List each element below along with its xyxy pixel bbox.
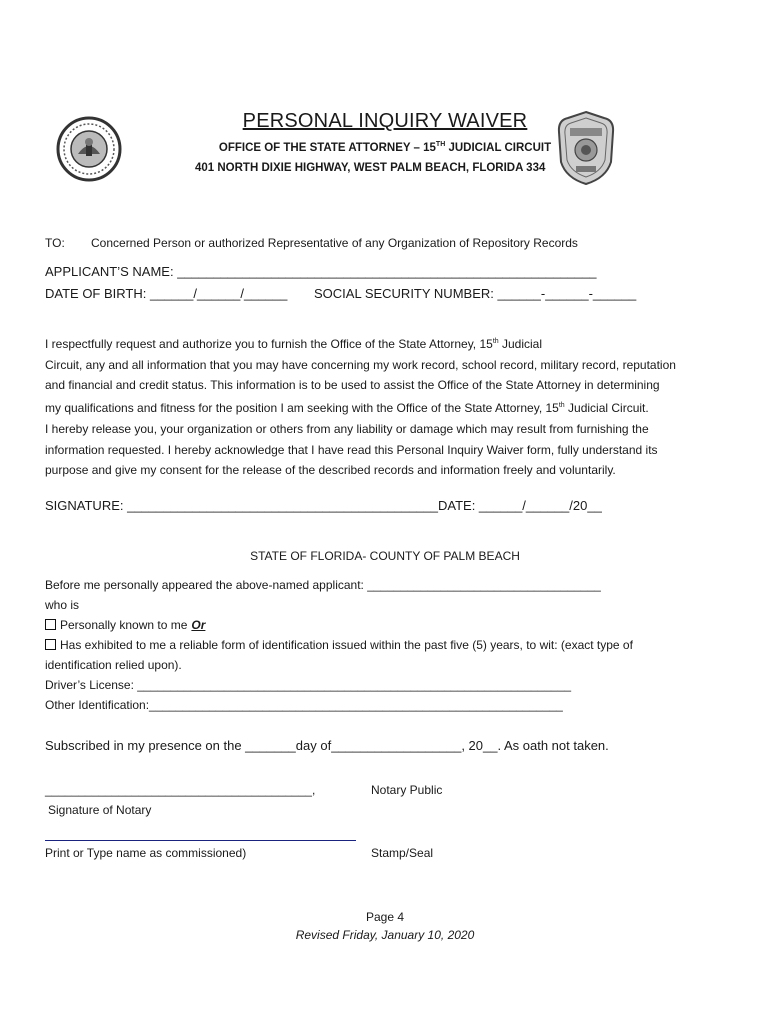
appeared-field[interactable]: Before me personally appeared the above-named applicant: ___________________________________ [45,578,601,592]
authorization-line-2: Circuit, any and all information that you may have concerning my work record, school record, military record, reputation [45,357,676,372]
exhibited-id-option[interactable]: Has exhibited to me a reliable form of identification issued within the past five (5) years, to wit: (exact type of [45,638,633,652]
applicant-name-field[interactable]: APPLICANT’S NAME: __________________________________________________________ [45,264,597,279]
date-of-birth-field[interactable]: DATE OF BIRTH: ______/______/______ [45,286,288,301]
notary-signature-line[interactable]: ________________________________________, [45,783,316,797]
state-county-heading: STATE OF FLORIDA- COUNTY OF PALM BEACH [250,549,520,563]
authorization-line-1: I respectfully request and authorize you to furnish the Office of the State Attorney, 15th Judicial [45,337,543,351]
page-number: Page 4 [365,910,405,924]
authorization-paragraph [45,332,725,418]
drivers-license-field[interactable]: Driver’s License: _________________________________________________________________ [45,678,572,692]
personally-known-checkbox[interactable] [45,619,56,630]
personally-known-option[interactable]: Personally known to me Or [45,618,205,632]
notary-public-label: Notary Public [371,783,443,797]
revised-date: Revised Friday, January 10, 2020 [295,928,475,942]
release-line-3: purpose and give my consent for the release of the described records and information freely and voluntarily. [45,463,616,477]
other-identification-field[interactable]: Other Identification:______________________________________________________________ [45,698,563,712]
subscribed-statement[interactable]: Subscribed in my presence on the _______day of__________________, 20__. As oath not taken. [45,738,609,753]
or-label: Or [191,618,206,632]
form-title: PERSONAL INQUIRY WAIVER [242,110,528,132]
stamp-seal-label: Stamp/Seal [371,846,434,860]
who-is-label: who is [45,598,80,612]
release-line-2: information requested. I hereby acknowledge that I have read this Personal Inquiry Waiver form, fully understand its [45,442,658,457]
authorization-line-3: and financial and credit status. This information is to be used to assist the Office of the State Attorney in determining [45,378,660,392]
authorization-line-4: my qualifications and fitness for the position I am seeking with the Office of the State Attorney, 15th Judicial Circuit. [45,400,649,415]
exhibited-id-checkbox[interactable] [45,639,56,650]
print-name-line[interactable] [45,840,356,841]
office-address: 401 NORTH DIXIE HIGHWAY, WEST PALM BEACH, FLORIDA 334 [195,162,546,174]
print-name-label: Print or Type name as commissioned) [45,846,247,860]
to-label: TO: [45,236,65,250]
to-recipient: Concerned Person or authorized Representative of any Organization of Repository Records [91,236,578,250]
exhibited-id-continued: identification relied upon). [45,658,182,672]
release-paragraph [45,419,725,481]
office-name: OFFICE OF THE STATE ATTORNEY – 15TH JUDICIAL CIRCUIT [218,141,552,154]
signature-of-notary-label: Signature of Notary [48,803,152,817]
signature-date-field[interactable]: SIGNATURE: ___________________________________________DATE: ______/______/20__ [45,498,602,513]
ssn-field[interactable]: SOCIAL SECURITY NUMBER: ______-______-______ [314,286,637,301]
release-line-1: I hereby release you, your organization or others from any liability or damage which may result from furnishing the [45,422,649,436]
